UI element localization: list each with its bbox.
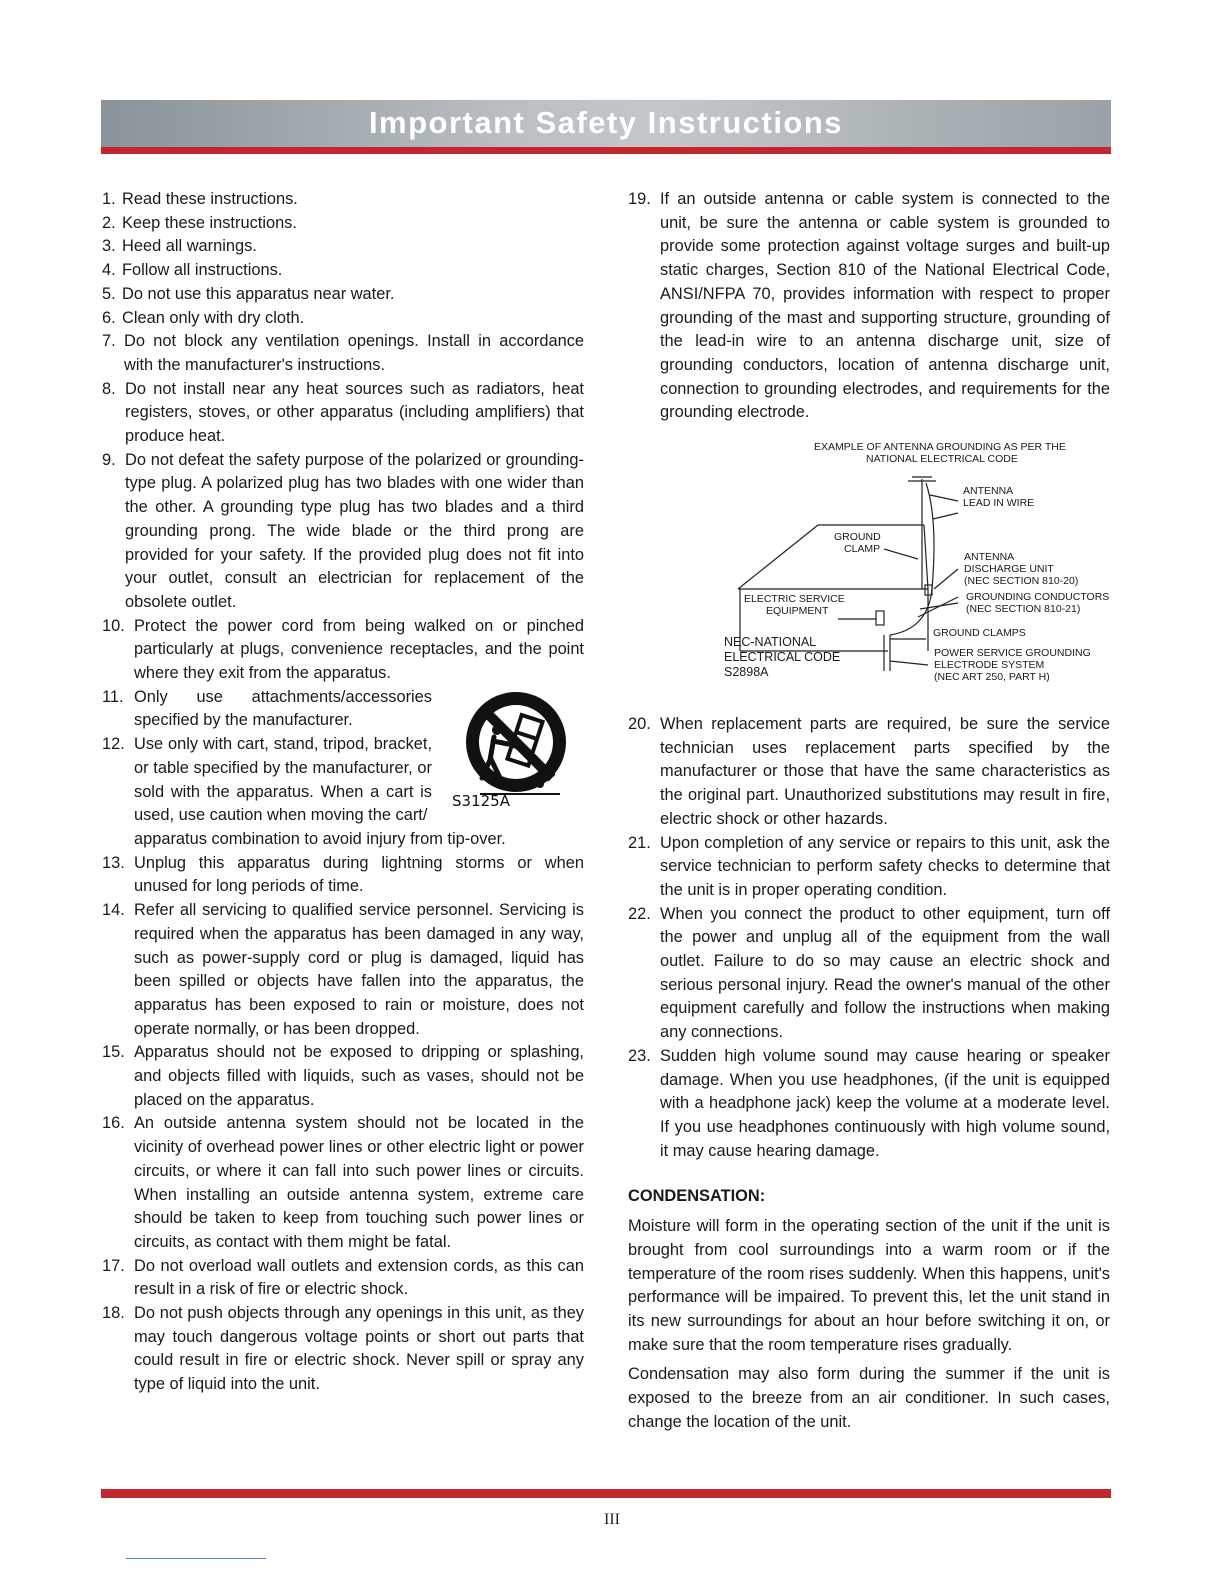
- item-number: 4.: [102, 261, 116, 280]
- list-item: [102, 212, 584, 236]
- item-number: 7.: [102, 332, 116, 351]
- fig-nec-1: NEC-NATIONAL: [724, 635, 817, 650]
- item-text: Do not push objects through any openings in this unit, as they may touch dangerous voltage points or short out parts that could result in fire or electric shock. Never spill or spray any type of liquid into the unit.: [134, 1304, 584, 1394]
- condensation-heading: CONDENSATION:: [628, 1187, 766, 1206]
- list-item: [102, 235, 584, 259]
- fig-discharge-3: (NEC SECTION 810-20): [964, 575, 1079, 588]
- header-red-rule: [101, 147, 1111, 154]
- item-number: 12.: [102, 735, 125, 754]
- fig-conductors-2: (NEC SECTION 810-21): [966, 603, 1081, 616]
- item-text: Refer all servicing to qualified service personnel. Servicing is required when the apparatus has been damaged in any way, such as power-supply cord or plug is damaged, liquid has been spilled or objects have fallen into the apparatus, the apparatus has been exposed to rain or moisture, does not operate normally, or has been dropped.: [134, 901, 584, 1038]
- cart-label: S3125A: [452, 791, 510, 810]
- item-number: 6.: [102, 308, 116, 327]
- list-item: [102, 899, 584, 1041]
- fig-power-1: POWER SERVICE GROUNDING: [934, 647, 1091, 660]
- list-item: [102, 1041, 584, 1112]
- item-number: 21.: [628, 833, 651, 852]
- fig-ground-clamp-1: GROUND: [834, 531, 881, 544]
- item-text: If an outside antenna or cable system is connected to the unit, be sure the antenna or cable system is grounded to provide some protection against voltage surges and built-up static charges, Section 810 of the National Electrical Code, ANSI/NFPA 70, provides information with respect to proper grounding of the mast and supporting structure, grounding of the lead-in wire to an antenna discharge unit, size of grounding conductors, location of antenna discharge unit, connection to grounding electrodes, and requirements for the grounding electrode.: [660, 190, 1110, 422]
- item-text: Do not use this apparatus near water.: [122, 284, 395, 303]
- list-item: [102, 1302, 584, 1397]
- item-text: Only use attachments/accessories specified by the manufacturer.: [134, 687, 432, 730]
- list-item: [102, 852, 584, 899]
- left-column: [102, 188, 584, 1397]
- list-item: [628, 832, 1110, 903]
- item-number: 9.: [102, 450, 116, 469]
- condensation-paragraph-2: Condensation may also form during the summer if the unit is exposed to the breeze from an air conditioner. In such cases, change the location of the unit.: [628, 1365, 1110, 1431]
- list-item: [628, 188, 1110, 425]
- item-text: Heed all warnings.: [122, 237, 257, 256]
- list-item: [102, 188, 584, 212]
- fig-lead-in: LEAD IN WIRE: [963, 497, 1035, 510]
- item-number: 15.: [102, 1043, 125, 1062]
- fig-discharge-2: DISCHARGE UNIT: [964, 563, 1054, 576]
- fig-electric-2: EQUIPMENT: [766, 605, 829, 618]
- footer-divider-line: [126, 1558, 266, 1559]
- list-item: [102, 615, 584, 686]
- fig-discharge-1: ANTENNA: [964, 551, 1015, 564]
- fig-title-1: EXAMPLE OF ANTENNA GROUNDING AS PER THE: [814, 441, 1066, 454]
- item-number: 19.: [628, 190, 651, 208]
- item-number: 20.: [628, 715, 651, 734]
- item-number: 17.: [102, 1256, 125, 1275]
- item-text: Upon completion of any service or repairs to this unit, ask the service technician to perform safety checks to determine that the unit is in proper operating condition.: [660, 833, 1110, 899]
- item-number: 1.: [102, 190, 116, 208]
- item-number: 11.: [102, 687, 124, 706]
- page-number: III: [604, 1511, 620, 1528]
- item-text: Apparatus should not be exposed to dripping or splashing, and objects filled with liquids, such as vases, should not be placed on the apparatus.: [134, 1043, 584, 1109]
- fig-nec-2: ELECTRICAL CODE: [724, 650, 841, 665]
- item-text: When replacement parts are required, be sure the service technician uses replacement parts specified by the manufacturer or those that have the same characteristics as the original part. Unauthorized substitutions may result in fire, electric shock or other hazards.: [660, 715, 1110, 828]
- item-number: 3.: [102, 237, 116, 256]
- condensation-paragraph-1: Moisture will form in the operating section of the unit if the unit is brought from cool surroundings into a warm room or if the temperature of the room rises suddenly. When this happens, unit's performance will be impaired. To prevent this, let the unit stand in its new surroundings for about an hour before switching it on, or make sure that the room temperature rises gradually.: [628, 1217, 1110, 1354]
- item-text: An outside antenna system should not be located in the vicinity of overhead power lines or other electric light or power circuits, or where it can fall into such power lines or circuits. When installing an outside antenna system, extreme care should be taken to keep from touching such power lines or circuits, as contact with them might be fatal.: [134, 1114, 584, 1251]
- list-item: [628, 1045, 1110, 1164]
- title-banner: [101, 100, 1111, 147]
- item-text: apparatus combination to avoid injury from tip-over.: [134, 829, 506, 848]
- page-title: Important Safety Instructions: [368, 105, 844, 140]
- cart-warning-block: [102, 686, 584, 828]
- item-text: Follow all instructions.: [122, 261, 283, 280]
- fig-power-3: (NEC ART 250, PART H): [934, 671, 1050, 684]
- fig-nec-3: S2898A: [724, 665, 769, 680]
- list-item: [102, 686, 584, 733]
- list-item: [102, 259, 584, 283]
- list-item: [102, 307, 584, 331]
- fig-power-2: ELECTRODE SYSTEM: [934, 659, 1045, 672]
- item-number: 18.: [102, 1304, 125, 1323]
- item-number: 23.: [628, 1046, 651, 1065]
- fig-ground-clamp-2: CLAMP: [844, 543, 881, 556]
- fig-title-2: NATIONAL ELECTRICAL CODE: [866, 453, 1018, 466]
- list-item: [102, 1112, 584, 1254]
- list-item: [102, 283, 584, 307]
- footer-red-rule: [101, 1489, 1111, 1498]
- item-number: 10.: [102, 616, 125, 635]
- fig-clamps: GROUND CLAMPS: [933, 627, 1026, 640]
- item-number: 5.: [102, 284, 116, 303]
- item-text: Protect the power cord from being walked on or pinched particularly at plugs, convenience receptacles, and the point where they exit from the apparatus.: [134, 616, 584, 683]
- list-item: [102, 449, 584, 615]
- right-column: [628, 188, 1110, 1440]
- fig-conductors-1: GROUNDING CONDUCTORS: [966, 591, 1110, 604]
- item-text: Clean only with dry cloth.: [122, 308, 305, 327]
- list-item: [102, 1255, 584, 1302]
- list-item: [628, 713, 1110, 832]
- item-text: Do not defeat the safety purpose of the polarized or grounding-type plug. A polarized plug has two blades with one wider than the other. A grounding type plug has two blades and a third grounding prong. The wide blade or the third prong are provided for your safety. If the provided plug does not fit into your outlet, consult an electrician for replacement of the obsolete outlet.: [125, 450, 584, 611]
- item-text: Keep these instructions.: [122, 213, 297, 232]
- antenna-grounding-diagram: [628, 439, 1110, 699]
- item-number: 16.: [102, 1114, 125, 1133]
- item-text: Do not overload wall outlets and extension cords, as this can result in a risk of fire or electric shock.: [134, 1256, 584, 1299]
- item-text: Do not install near any heat sources such as radiators, heat registers, stoves, or other apparatus (including amplifiers) that produce heat.: [125, 379, 584, 446]
- item-text: Read these instructions.: [122, 190, 298, 208]
- item-text: Do not block any ventilation openings. Install in accordance with the manufacturer's instructions.: [124, 332, 584, 374]
- item-number: 22.: [628, 904, 651, 923]
- list-item: [102, 733, 584, 828]
- item-number: 13.: [102, 853, 125, 872]
- list-item: [628, 903, 1110, 1045]
- item-text: When you connect the product to other equipment, turn off the power and unplug all of the equipment from the wall outlet. Failure to do so may cause an electric shock and serious personal injury. Read the owner's manual of the other equipment carefully and follow the instructions when making any connections.: [660, 904, 1110, 1042]
- item-text: Use only with cart, stand, tripod, bracket, or table specified by the manufacturer, or sold with the apparatus. When a cart is used, use caution when moving the cart/: [134, 735, 432, 825]
- list-item: [102, 330, 584, 377]
- list-item: [102, 378, 584, 449]
- list-item-continuation: [102, 828, 584, 852]
- item-number: 2.: [102, 213, 116, 232]
- fig-antenna: ANTENNA: [963, 485, 1014, 498]
- item-text: Sudden high volume sound may cause hearing or speaker damage. When you use headphones, (if the unit is equipped with a headphone jack) keep the volume at a moderate level. If you use headphones continuously with high volume sound, it may cause hearing damage.: [660, 1046, 1110, 1160]
- fig-electric-1: ELECTRIC SERVICE: [744, 593, 845, 606]
- item-number: 8.: [102, 379, 116, 398]
- item-number: 14.: [102, 901, 125, 920]
- item-text: Unplug this apparatus during lightning storms or when unused for long periods of time.: [134, 853, 584, 896]
